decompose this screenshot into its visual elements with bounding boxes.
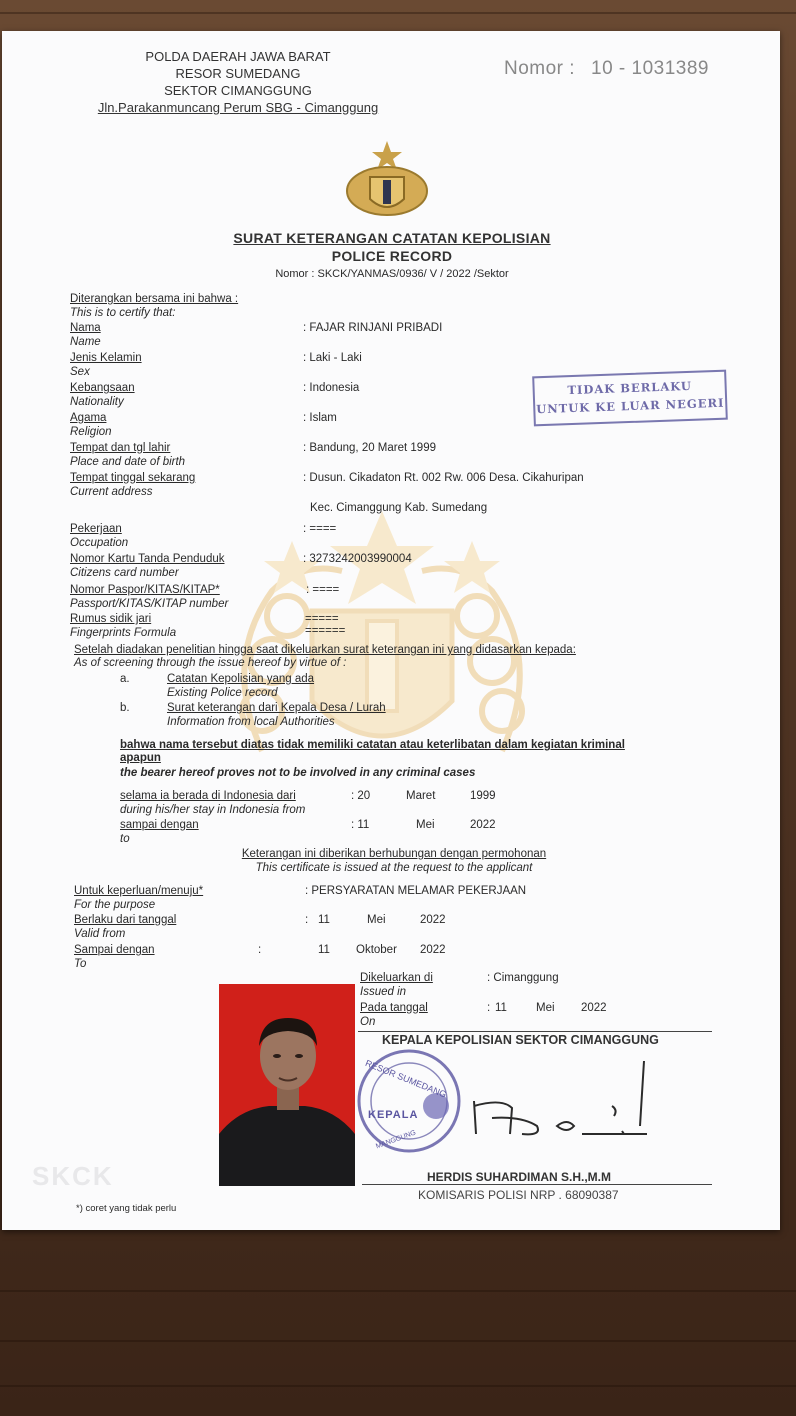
header-polda: POLDA DAERAH JAWA BARAT <box>145 49 331 64</box>
stay-to-year: 2022 <box>470 819 496 831</box>
issued-date-year: 2022 <box>581 1002 607 1014</box>
screening-b-en: Information from local Authorities <box>167 716 335 728</box>
police-record-document <box>2 31 780 1230</box>
field-label-sex: Jenis Kelamin <box>70 352 142 364</box>
field-en-sex: Sex <box>70 366 90 378</box>
field-value-address: : Dusun. Cikadaton Rt. 002 Rw. 006 Desa. Cikahuripan <box>303 472 584 484</box>
field-value-fingerprint: ===== <box>305 613 339 625</box>
issued-place-label: Dikeluarkan di <box>360 972 433 984</box>
field-en-religion: Religion <box>70 426 112 438</box>
statement-en: the bearer hereof proves not to be involved in any criminal cases <box>120 767 476 779</box>
stay-from-day: : 20 <box>351 790 371 802</box>
police-emblem-icon <box>342 139 432 217</box>
field-label-name: Nama <box>70 322 101 334</box>
request-id: Keterangan ini diberikan berhubungan dengan permohonan <box>241 848 547 860</box>
header-sektor: SEKTOR CIMANGGUNG <box>164 83 312 98</box>
screening-en: As of screening through the issue hereof by virtue of : <box>74 657 347 669</box>
field-en-nik: Citizens card number <box>70 567 179 579</box>
field-value-sex: : Laki - Laki <box>303 352 362 364</box>
field-value-birth: : Bandung, 20 Maret 1999 <box>303 442 436 454</box>
applicant-portrait <box>219 984 355 1186</box>
seal-top-text: RESOR SUMEDANG <box>363 1057 448 1100</box>
valid-from-day: 11 <box>318 914 330 926</box>
field-label-nik: Nomor Kartu Tanda Penduduk <box>70 553 225 565</box>
field-label-religion: Agama <box>70 412 107 424</box>
field-en-name: Name <box>70 336 101 348</box>
signatory-name: HERDIS SUHARDIMAN S.H.,M.M <box>427 1170 612 1184</box>
signatory-title: KEPALA KEPOLISIAN SEKTOR CIMANGGUNG <box>382 1033 659 1047</box>
field-value-occupation: : ==== <box>303 523 337 535</box>
valid-from-label: Berlaku dari tanggal <box>74 914 177 926</box>
field-value-passport: : ==== <box>306 584 340 596</box>
seal-bottom-text: MANGGUNG <box>375 1129 417 1151</box>
header-resor: RESOR SUMEDANG <box>175 66 301 81</box>
signature-line <box>362 1184 712 1185</box>
field-en-birth: Place and date of birth <box>70 456 186 468</box>
stamp-line-2: UNTUK KE LUAR NEGERI <box>535 395 725 417</box>
field-en-passport: Passport/KITAS/KITAP number <box>70 598 229 610</box>
signatory-rank: KOMISARIS POLISI NRP . 68090387 <box>418 1188 619 1202</box>
field-en-occupation: Occupation <box>70 537 129 549</box>
footnote: *) coret yang tidak perlu <box>76 1203 177 1214</box>
stay-from-en: during his/her stay in Indonesia from <box>120 804 306 816</box>
stay-to-id: sampai dengan <box>120 819 199 831</box>
field-value-nik: : 3273242003990004 <box>303 553 412 565</box>
intro-id: Diterangkan bersama ini bahwa : <box>70 293 239 305</box>
not-valid-abroad-stamp <box>532 370 728 427</box>
issued-divider <box>358 1031 712 1032</box>
valid-to-year: 2022 <box>420 944 446 956</box>
stay-to-month: Mei <box>416 819 435 831</box>
field-label-nationality: Kebangsaan <box>70 382 135 394</box>
document-number-value: 10 - 1031389 <box>591 58 709 79</box>
stay-to-day: : 11 <box>351 819 370 831</box>
field-label-passport: Nomor Paspor/KITAS/KITAP* <box>70 584 220 596</box>
field-value-name: : FAJAR RINJANI PRIBADI <box>303 322 443 334</box>
issued-date-label: Pada tanggal <box>360 1002 428 1014</box>
field-label-birth: Tempat dan tgl lahir <box>70 442 171 454</box>
purpose-en: For the purpose <box>74 899 156 911</box>
issued-date-en: On <box>360 1016 376 1028</box>
stay-from-id: selama ia berada di Indonesia dari <box>120 790 296 802</box>
issued-date-day: 11 <box>495 1002 507 1014</box>
valid-from-en: Valid from <box>74 928 126 940</box>
request-en: This certificate is issued at the request to the applicant <box>255 862 533 874</box>
stay-to-en: to <box>120 833 130 845</box>
intro-en: This is to certify that: <box>70 307 176 319</box>
document-number-label: Nomor : <box>504 58 576 79</box>
valid-from-month: Mei <box>367 914 386 926</box>
screening-a-letter: a. <box>120 673 130 685</box>
valid-to-day: 11 <box>318 944 330 956</box>
screening-a-en: Existing Police record <box>167 687 278 699</box>
purpose-value: : PERSYARATAN MELAMAR PEKERJAAN <box>305 885 527 897</box>
field-value-religion: : Islam <box>303 412 337 424</box>
screening-b-letter: b. <box>120 702 130 714</box>
seal-middle-text: KEPALA <box>368 1109 419 1121</box>
field-label-address: Tempat tinggal sekarang <box>70 472 196 484</box>
field-value-fingerprint-2: ====== <box>305 625 346 637</box>
signature <box>462 1056 662 1146</box>
valid-from-year: 2022 <box>420 914 446 926</box>
valid-to-colon: : <box>258 944 262 956</box>
issued-date-month: Mei <box>536 1002 555 1014</box>
applicant-photo <box>219 984 355 1186</box>
statement-id-line1: bahwa nama tersebut diatas tidak memiliki catatan atau keterlibatan dalam kegiatan kriminal <box>120 739 625 751</box>
field-label-fingerprint: Rumus sidik jari <box>70 613 152 625</box>
stay-from-month: Maret <box>406 790 436 802</box>
field-en-fingerprint: Fingerprints Formula <box>70 627 177 639</box>
skck-watermark: SKCK <box>32 1161 114 1191</box>
issued-place-value: : Cimanggung <box>487 972 559 984</box>
screening-a-id: Catatan Kepolisian yang ada <box>167 673 315 685</box>
field-en-nationality: Nationality <box>70 396 124 408</box>
statement-id-line2: apapun <box>120 752 161 764</box>
field-en-address: Current address <box>70 486 153 498</box>
document-reference: Nomor : SKCK/YANMAS/0936/ V / 2022 /Sektor <box>275 268 509 280</box>
stay-from-year: 1999 <box>470 790 496 802</box>
field-label-occupation: Pekerjaan <box>70 523 122 535</box>
valid-to-month: Oktober <box>356 944 397 956</box>
field-value-nationality: : Indonesia <box>303 382 360 394</box>
valid-to-label: Sampai dengan <box>74 944 155 956</box>
valid-from-colon: : <box>305 914 309 926</box>
field-value-address-line2: Kec. Cimanggung Kab. Sumedang <box>310 502 488 514</box>
screening-b-id: Surat keterangan dari Kepala Desa / Lurah <box>167 702 386 714</box>
document-subtitle: POLICE RECORD <box>331 248 453 264</box>
issued-date-colon: : <box>487 1002 491 1014</box>
document-title: SURAT KETERANGAN CATATAN KEPOLISIAN <box>233 230 551 246</box>
valid-to-en: To <box>74 958 87 970</box>
issued-place-en: Issued in <box>360 986 407 998</box>
header-address: Jln.Parakanmuncang Perum SBG - Cimanggung <box>97 100 379 115</box>
screening-id: Setelah diadakan penelitian hingga saat dikeluarkan surat keterangan ini yang didasarkan kepada: <box>74 644 576 656</box>
stamp-line-1: TIDAK BERLAKU <box>567 378 693 398</box>
purpose-label: Untuk keperluan/menuju* <box>74 885 204 897</box>
